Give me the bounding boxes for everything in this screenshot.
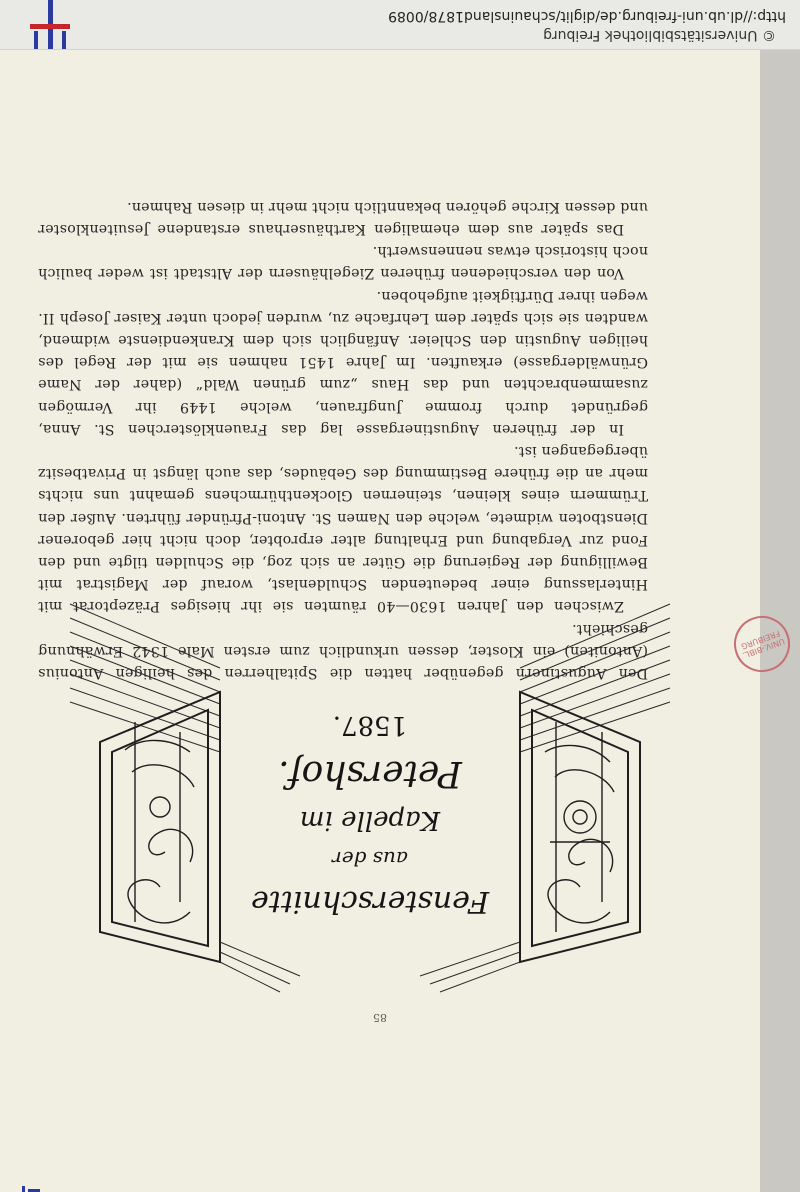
illustration-title-line1: Fensterschnitte (250, 884, 490, 919)
stamp-text: UNIV.-BIBL. FREIBURG (739, 628, 786, 661)
paragraph: Das später aus dem ehemaligen Karthäuserhaus erstandene Jesuitenkloster und dessen Kirche gehören bekanntlich nicht mehr in diesen Rahmen. (38, 198, 648, 237)
illustration-title-line3: Kapelle im (299, 805, 441, 835)
illustration-title-line2: aus der (332, 847, 408, 871)
illustration-year: 1587. (332, 710, 408, 740)
illustration-title-line4: Petershof. (278, 753, 462, 794)
source-url-link[interactable]: http://dl.ub.uni-freiburg.de/diglit/schauinsland1878/0089 (388, 8, 786, 24)
crop-mark (22, 1186, 25, 1192)
paragraph: Von den verschiedenen früheren Ziegelhäusern der Altstadt ist weder baulich noch historisch etwas nennenswerth. (38, 243, 648, 282)
page-number: 85 (373, 1011, 387, 1024)
paragraph: Den Augustinern gegenüber hatten die Spitalherren des heiligen Antonius (Antoniten) ein Kloster, dessen urkundlich zum ersten Male 1342 Erwähnung geschieht. (38, 620, 648, 681)
book-page (0, 50, 760, 1192)
paragraph: Zwischen den Jahren 1630—40 räumten sie ihr hiesiges Präzeptorat mit Hinterlassung einer bedeutenden Schuldenlast, worauf der Magistrat mit Bewilligung der Regierung die Güter an sich zog, die Schulden tilgte und den Fond zur Vergabung und Erhaltung alter erprobter, doch nicht hier geborener Dienstboten widmete, welche den Namen St. Antoni-Pfründer führten. Außer den Trümmern eines kleinen, steinernen Glockenthürmchens gemahnt uns nichts mehr an die frühere Bestimmung des Gebäudes, das auch längst in Privatbesitz übergegangen ist. (38, 442, 648, 615)
viewer-footer (0, 0, 800, 50)
body-text (38, 196, 648, 684)
paragraph: In der früheren Augustinergasse lag das Frauenklösterchen St. Anna, gegründet durch fromme Jungfrauen, welche 1449 ihr Vermögen zusammenbrachten und das Haus „zum grünen Wald“ (daher der Name Grünwäldergasse) erkauften. Im Jahre 1451 nahmen sie mit der Regel des heiligen Augustin den Schleier. Anfänglich sich dem Krankendienste widmend, wandten sie sich später dem Lehrfache zu, wurden jedoch unter Kaiser Joseph II. wegen ihrer Dürftigkeit aufgehoben. (38, 287, 648, 437)
university-logo-icon (20, 0, 80, 49)
copyright-label: © Universitätsbibliothek Freiburg (543, 27, 776, 43)
